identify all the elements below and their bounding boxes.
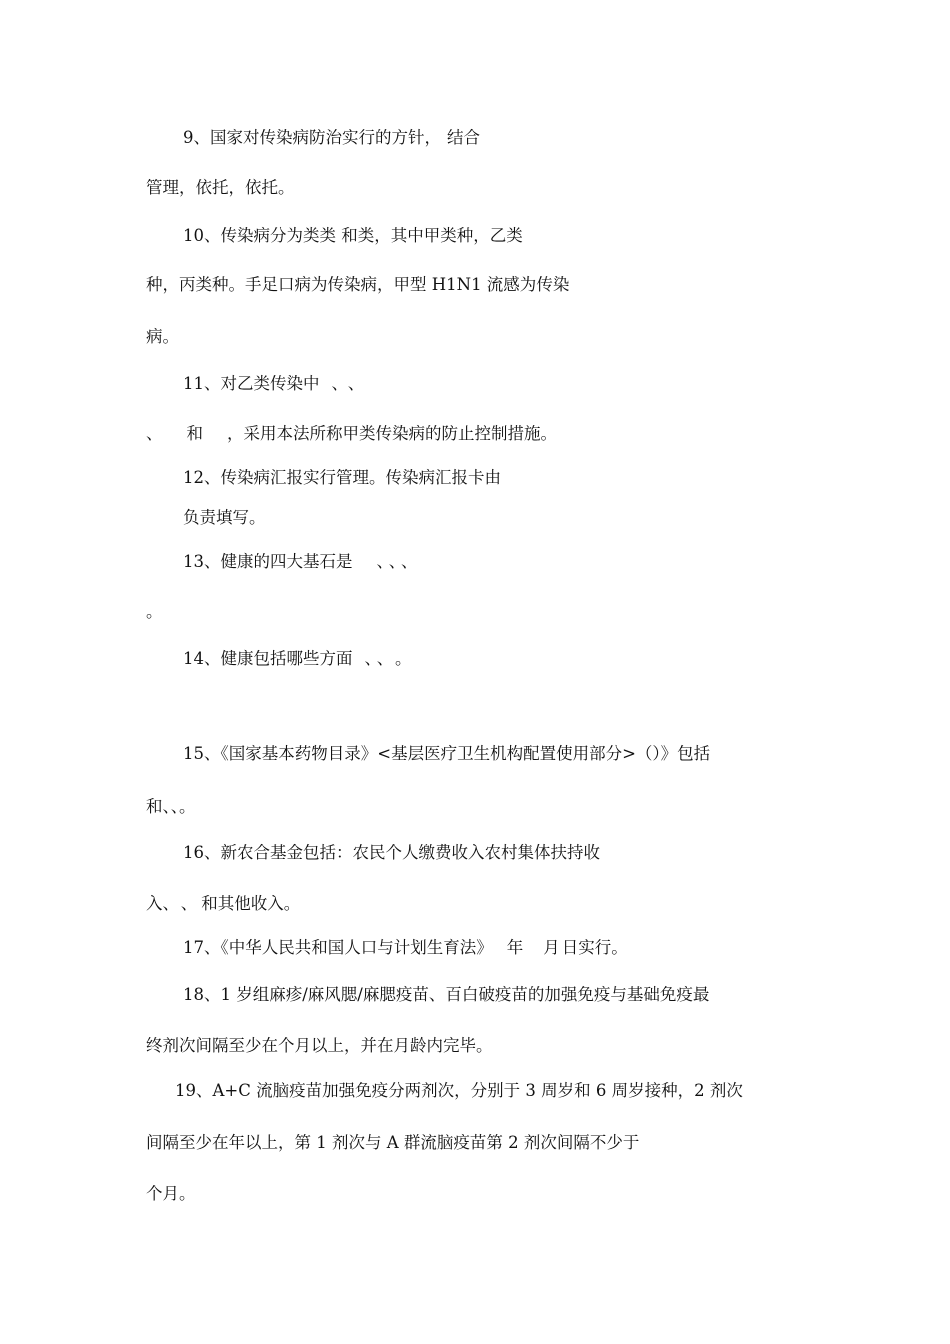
q12-text-a: 12、传染病汇报实行 [183, 468, 336, 487]
q19-text-a: 19、A+C 流脑疫苗加强免疫分两剂次，分别于 3 周岁和 6 周岁接种，2 剂次 [175, 1081, 743, 1100]
q15-text-a: 15、《国家基本药物目录》<基层医疗卫生机构配置使用部分>（）》包括 [183, 744, 711, 763]
q14-text-a: 14、健康包括哪些方面 [183, 649, 353, 668]
q15-text-c: 、 [162, 797, 171, 816]
q9-text-d: 管理，依托 [146, 178, 229, 197]
q17-line-1 [183, 936, 628, 960]
q18-line-2 [146, 1034, 493, 1058]
q14-text-c: 、 [376, 649, 385, 668]
q16-text-c: 入、 [146, 894, 171, 913]
q18-text-d: 月龄内完毕。 [393, 1036, 493, 1055]
q11-line-1 [183, 372, 372, 396]
q10-text-c: 类 和 [319, 226, 358, 245]
q9-text-e: ，依托 [228, 178, 278, 197]
q10-text-a: 10、传染病分为 [183, 226, 303, 245]
q18-text-b: 终剂次间隔至少在 [146, 1036, 278, 1055]
q10-line-1 [183, 224, 523, 248]
q11-text-d: 、 [146, 424, 163, 443]
q13-text-a: 13、健康的四大基石是 [183, 552, 353, 571]
q9-line-1 [183, 126, 480, 150]
q15-text-b: 和 [146, 797, 163, 816]
q17-text-a: 17、《中华人民共和国人口与计划生育法》 [183, 938, 493, 957]
q11-text-a: 11、对乙类传染中 [183, 374, 320, 393]
q17-text-c: 月 [543, 938, 560, 957]
q13-text-b: 、 [376, 552, 385, 571]
q10-text-h: 传染病，甲型 H1N1 流感为 [327, 275, 537, 294]
q16-text-a: 16、新农合基金包括：农民个人缴费收入农村 [183, 843, 518, 862]
q11-line-2 [146, 422, 557, 446]
q16-text-b: 集体扶持收 [517, 843, 600, 862]
q12-line-2 [183, 506, 266, 530]
q19-text-b: 间隔至少在 [146, 1133, 229, 1152]
q10-text-i: 传染 [536, 275, 570, 294]
q10-line-3 [146, 325, 179, 349]
q9-text-f: 。 [278, 178, 295, 197]
q12-text-c: 负责填写。 [183, 508, 266, 527]
q13-text-e: 。 [146, 602, 163, 621]
q9-line-2 [146, 176, 295, 200]
q16-text-d: 、 [180, 894, 198, 913]
q19-text-d: 个月。 [146, 1184, 196, 1203]
q15-text-e: 。 [179, 797, 196, 816]
q13-line-2 [146, 600, 163, 624]
q17-text-b: 年 [506, 938, 524, 957]
q15-text-d: 、 [170, 797, 179, 816]
q11-text-c: 、 [347, 374, 365, 393]
q10-text-b: 类 [303, 226, 320, 245]
q14-text-d: 。 [395, 649, 412, 668]
q13-text-c: 、 [388, 552, 397, 571]
q18-text-c: 个月以上，并在 [278, 1036, 394, 1055]
q18-text-a: 18、1 岁组麻疹/麻风腮/麻腮疫苗、百白破疫苗的加强免疫与基础免疫最 [183, 985, 710, 1004]
q10-text-j: 病。 [146, 327, 179, 346]
q13-line-1 [183, 550, 418, 574]
q19-text-c: 年以上，第 1 剂次与 A 群流脑疫苗第 2 剂次间隔不少于 [228, 1133, 640, 1152]
q9-text-c: 结合 [447, 128, 480, 147]
q16-line-1 [183, 841, 600, 865]
q10-text-f: 种，丙类 [146, 275, 212, 294]
q10-text-d: 类，其中甲类 [357, 226, 457, 245]
q15-line-2 [146, 795, 196, 819]
q19-line-1 [175, 1079, 743, 1103]
q10-text-g: 种。手足口病为 [212, 275, 328, 294]
q15-line-1 [183, 742, 710, 766]
q11-text-b: 、 [331, 374, 340, 393]
q11-text-f: ，采用本法所称甲类传染病的防止控制措施。 [227, 424, 557, 443]
q10-line-2 [146, 273, 569, 297]
q17-text-d: 日实行。 [561, 938, 628, 957]
q14-text-b: 、 [364, 649, 373, 668]
q12-text-b: 管理。传染病汇报卡由 [336, 468, 501, 487]
q18-line-1 [183, 983, 709, 1007]
q14-line-1 [183, 647, 412, 671]
q9-text-b: 的方针， [375, 128, 441, 147]
q13-text-d: 、 [401, 552, 418, 571]
q11-text-e: 和 [186, 424, 203, 443]
q10-text-e: 种，乙类 [456, 226, 523, 245]
q12-line-1 [183, 466, 523, 490]
q19-line-3 [146, 1182, 196, 1206]
q16-text-e: 和其他收入。 [201, 894, 301, 913]
q19-line-2 [146, 1131, 639, 1155]
q16-line-2 [146, 892, 300, 916]
q9-text-a: 9、国家对传染病防治实行 [183, 128, 375, 147]
